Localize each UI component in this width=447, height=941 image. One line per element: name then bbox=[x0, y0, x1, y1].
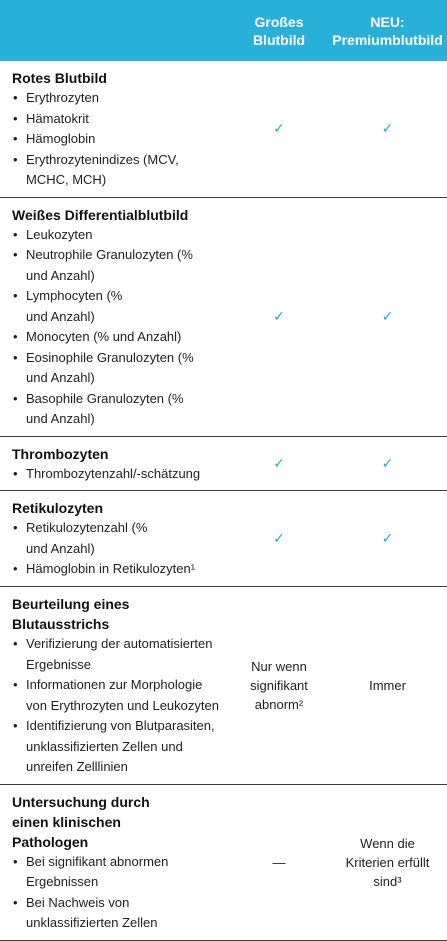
premiumblutbild-cell bbox=[328, 784, 447, 940]
list-item: • Leukozyten bbox=[12, 225, 224, 246]
item-list bbox=[12, 464, 224, 485]
item-list bbox=[12, 88, 224, 191]
check-icon: ✓ bbox=[273, 454, 285, 471]
check-icon: ✓ bbox=[381, 308, 394, 324]
item-list bbox=[12, 852, 224, 934]
list-item: • Monocyten (% und Anzahl) bbox=[12, 327, 224, 348]
check-icon: ✓ bbox=[381, 530, 394, 546]
section-row-rotes-blutbild bbox=[0, 61, 447, 197]
premiumblutbild-cell bbox=[328, 197, 447, 436]
premiumblutbild-cell bbox=[328, 587, 447, 785]
check-icon: ✓ bbox=[273, 530, 285, 546]
list-item: • Bei Nachweis von unklassifizierten Zellen bbox=[12, 893, 224, 934]
section-row-weisses-differentialblutbild bbox=[0, 197, 447, 436]
section-row-pathologe bbox=[0, 784, 447, 940]
check-icon: ✓ bbox=[273, 120, 285, 137]
list-item: • Verifizierung der automatisierten Ergebnisse bbox=[12, 634, 224, 675]
always-text: Immer bbox=[369, 677, 406, 693]
grosses-blutbild-cell bbox=[230, 197, 328, 436]
list-item: • Informationen zur Morphologie von Erythrozyten und Leukozyten bbox=[12, 675, 224, 716]
list-item: • Erythrozytenindizes (MCV, MCHC, MCH) bbox=[12, 150, 224, 191]
list-item: • Neutrophile Granulozyten (% und Anzahl) bbox=[12, 245, 224, 286]
grosses-blutbild-cell bbox=[230, 587, 328, 785]
criteria-text: Wenn die Kriterien erfüllt sind³ bbox=[345, 835, 430, 889]
section-title: Retikulozyten bbox=[12, 500, 104, 516]
check-icon: ✓ bbox=[273, 308, 285, 324]
grosses-blutbild-cell bbox=[230, 491, 328, 587]
list-item: • Identifizierung von Blutparasiten, unklassifizierten Zellen und unreifen Zelllinien bbox=[12, 716, 224, 778]
item-list bbox=[12, 518, 224, 580]
list-item: • Retikulozytenzahl (% und Anzahl) bbox=[12, 518, 224, 559]
section-description bbox=[0, 587, 230, 785]
list-item: • Eosinophile Granulozyten (% und Anzahl) bbox=[12, 348, 224, 389]
section-row-thrombozyten bbox=[0, 436, 447, 491]
check-icon: ✓ bbox=[381, 120, 394, 137]
section-description bbox=[0, 784, 230, 940]
section-description bbox=[0, 61, 230, 197]
grosses-blutbild-cell bbox=[230, 436, 328, 491]
section-title: Thrombozyten bbox=[12, 445, 109, 462]
section-description bbox=[0, 436, 230, 491]
list-item: • Hämoglobin in Retikulozyten¹ bbox=[12, 559, 224, 580]
list-item: • Hämoglobin bbox=[12, 129, 224, 150]
list-item: • Basophile Granulozyten (% und Anzahl) bbox=[12, 389, 224, 430]
check-icon: ✓ bbox=[381, 454, 394, 471]
section-row-retikulozyten bbox=[0, 491, 447, 587]
section-title: Untersuchung durch einen klinischen Pathologen bbox=[12, 793, 150, 850]
section-title: Rotes Blutbild bbox=[12, 70, 107, 86]
grosses-blutbild-cell bbox=[230, 784, 328, 940]
premiumblutbild-cell bbox=[328, 436, 447, 491]
conditional-text: Nur wenn signifikant abnorm² bbox=[250, 658, 308, 712]
header-premiumblutbild bbox=[328, 0, 447, 61]
section-row-blutausstrich bbox=[0, 587, 447, 785]
section-title: Weißes Differentialblutbild bbox=[12, 206, 189, 223]
header-grosses-blutbild: Großes Blutbild bbox=[252, 13, 306, 48]
header-premium-label: Premiumblutbild bbox=[332, 31, 443, 48]
table-header-row bbox=[0, 0, 447, 61]
item-list bbox=[12, 225, 224, 430]
list-item: • Lymphocyten (% und Anzahl) bbox=[12, 286, 224, 327]
section-description bbox=[0, 197, 230, 436]
header-empty-cell bbox=[0, 0, 230, 61]
section-description bbox=[0, 491, 230, 587]
list-item: • Hämatokrit bbox=[12, 109, 224, 130]
grosses-blutbild-cell bbox=[230, 61, 328, 197]
dash-icon: — bbox=[272, 854, 286, 870]
list-item: • Erythrozyten bbox=[12, 88, 224, 109]
list-item: • Bei signifikant abnormen Ergebnissen bbox=[12, 852, 224, 893]
list-item: • Thrombozytenzahl/-schätzung bbox=[12, 464, 224, 485]
header-neu-label: NEU: bbox=[370, 13, 405, 30]
item-list bbox=[12, 634, 224, 778]
section-title: Beurteilung eines Blutausstrichs bbox=[12, 596, 130, 632]
premiumblutbild-cell bbox=[328, 61, 447, 197]
premiumblutbild-cell bbox=[328, 491, 447, 587]
